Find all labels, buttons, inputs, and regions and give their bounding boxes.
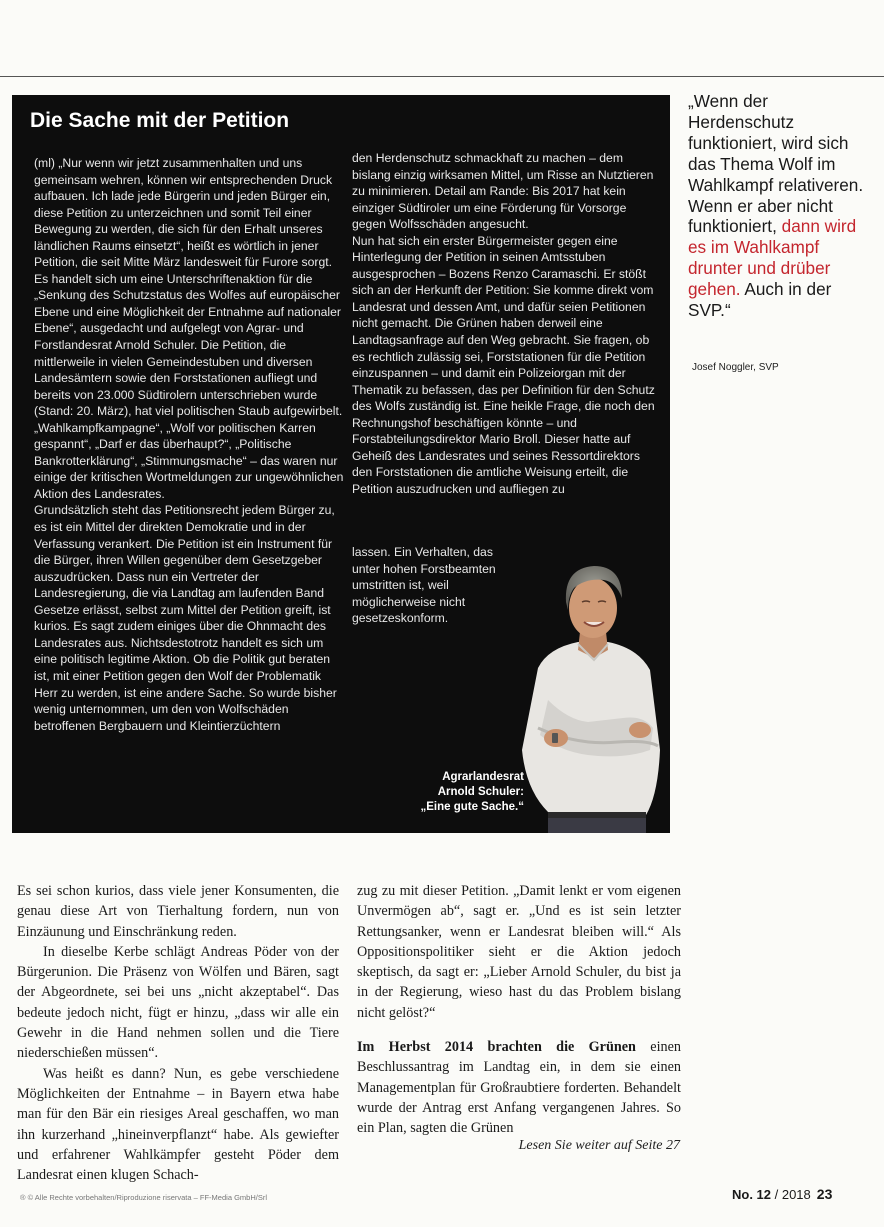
sidebar-paragraph: (ml) „Nur wenn wir jetzt zusammenhalten und uns gemeinsam wehren, können wir entsprechenden Druck aufbauen. Ich lade jede Bürgerin und jeden Bürger ein, diese Petition zu unterzeichnen und somit Teil einer Bewegung zu werden, die sich für den Erhalt unseres ländlichen Raums einsetzt“, heißt es wörtlich in jener Petition, die seit Mitte März landesweit für Furore sorgt. Es handelt sich um eine Unterschriftenaktion für die „Senkung des Schutzstatus des Wolfes auf europäischer Ebene und eine Möglichkeit der Entnahme auf nationaler Ebene“, ausgedacht und aufgelegt von Agrar- und Forstlandesrat Arnold Schuler. Die Petition, die mittlerweile in vielen Gemeindestuben und diversen Landesämtern sowie den Forststationen aufliegt und bereits von 23.000 Südtirolern unterschrieben wurde (Stand: 20. März), hat viel politischen Staub aufgewirbelt. „Wahlkampfkampagne“, „Wolf vor politischen Karren gespannt“, „Darf er das überhaupt?“, „Politische Bankrotterklärung“, „Stimmungsmache“ – das waren nur einige der kritischen Wortmeldungen zur ungewöhnlichen Aktion des Landesrates. (34, 156, 344, 501)
petition-sidebar-box (12, 95, 670, 833)
quote-text: Auch in der SVP.“ (688, 279, 832, 321)
page-folio (732, 1186, 832, 1202)
issue-year: / 2018 (771, 1187, 811, 1202)
article-paragraph: Es sei schon kurios, dass viele jener Konsumenten, die genau diese Art von Tierhaltung fordern, nun von Einzäunung und Einschränkung reden. (17, 883, 339, 940)
sidebar-paragraph: Grundsätzlich steht das Petitionsrecht jedem Bürger zu, es ist ein Mittel der direkten Demokratie und in der Verfassung verankert. Die Petition ist ein Instrument für die Bürger, ihren Willen gegenüber dem Gesetzgeber auszudrücken. Dass nun ein Vertreter der Landesregierung, die via Landtag am laufenden Band Gesetze erlässt, selbst zum Mittel der Petition greift, ist kurios. Es sagt zudem einiges über die Ohnmacht des Landesrates aus. Nichtsdestotrotz handelt es sich um eine politisch legitime Aktion. Ob die Politik gut beraten ist, mit einer Petition gegen den Wolf der Problematik Herr zu werden, ist eine andere Sache. So wurde bisher wenig unternommen, um den von Wolfschäden betroffenen Bergbauern und Kleintierzüchtern (34, 503, 337, 733)
continued-notice: Lesen Sie weiter auf Seite 27 (518, 1138, 680, 1153)
photo-caption (408, 770, 524, 815)
sidebar-title: Die Sache mit der Petition (30, 109, 290, 132)
article-column-left (17, 881, 339, 1185)
paragraph-lead-in: Im Herbst 2014 brachten die Grünen (357, 1039, 636, 1056)
page-number: 23 (816, 1186, 833, 1202)
article-paragraph (357, 1037, 681, 1138)
issue-number: No. 12 (732, 1187, 772, 1202)
sidebar-paragraph: den Herdenschutz schmackhaft zu machen – dem bislang einzig wirksamen Mittel, um Risse an Nutztieren zu minimieren. Detail am Rande: Bis 2017 hat kein einziger Südtiroler um eine Förderung für Vorsorge gegen Wolfsschäden angesucht. (352, 151, 654, 232)
quote-text: „Wenn der Herdenschutz funktioniert, wird sich das Thema Wolf im Wahlkampf relativeren. Wenn er aber nicht funktioniert, (688, 91, 864, 237)
caption-line: Arnold Schuler: (437, 786, 524, 798)
article-column-right (357, 881, 681, 1139)
sidebar-column-2-end (352, 544, 522, 627)
portrait-photo (508, 550, 670, 833)
sidebar-column-1 (34, 155, 346, 734)
paragraph-text: einen Beschlussantrag im Landtag ein, in dem sie einen Managementplan für Großraubtiere forderten. Behandelt wurde der Antrag erst Anfang vergangenen Jahres. So ein Plan, sagten die Grünen (357, 1039, 681, 1137)
caption-line: Agrarlandesrat (442, 771, 524, 783)
quote-author: Josef Noggler, SVP (692, 362, 779, 373)
caption-line: „Eine gute Sache.“ (420, 801, 524, 813)
article-paragraph: zug zu mit dieser Petition. „Damit lenkt er vom eigenen Unvermögen ab“, sagt er. „Und es ist sein letzter Rettungsanker, wenn er Landesrat bleiben will.“ Als Oppositionspolitiker sieht er die Aktion jedoch skeptisch, da sagt er: „Lieber Arnold Schuler, du bist ja in der Regierung, wieso hast du das Problem bislang nicht gelöst?“ (357, 883, 681, 1021)
pull-quote (688, 91, 878, 321)
header-rule (0, 76, 884, 77)
sidebar-paragraph: lassen. Ein Verhalten, das unter hohen Forstbeamten umstritten ist, weil möglicherweise nicht gesetzeskonform. (352, 545, 496, 626)
article-paragraph: In dieselbe Kerbe schlägt Andreas Pöder von der Bürgerunion. Die Präsenz von Wölfen und Bären, sagt der Abgeordnete, sei bei uns „nicht akzeptabel“. Das bedeute jedoch nicht, fügt er hinzu, „dass wir alle ein Gewehr in die Hand nehmen sollen und die Tiere niederschießen müssen“. (17, 943, 339, 1062)
sidebar-paragraph: Nun hat sich ein erster Bürgermeister gegen eine Hinterlegung der Petition in seinen Amtsstuben ausgesprochen – Bozens Renzo Caramaschi. Er stößt sich an der Herkunft der Petition: Sie komme direkt vom Landesrat und dessen Amt, und dafür seien Petitionen nicht gemacht. Die Grünen haben derweil eine Landtagsanfrage auf den Weg gebracht. Sie fragen, ob es rechtlich zulässig sei, Forststationen für die Petition einzuspannen – und damit ein Polizeiorgan mit der Thematik zu befassen, das per Definition für den Schutz des Wolfs zuständig ist. Eine heikle Frage, die noch den Rechnungshof beschäftigen könnte – und Forstabteilungsdirektor Mario Broll. Dieser hatte auf Geheiß des Landesrates und seines Ressortdirektors den Forststationen die amtliche Weisung erteilt, die Petition auszudrucken und aufliegen zu (352, 233, 655, 496)
sidebar-column-2 (352, 150, 657, 497)
quote-highlight: dann wird es im Wahlkampf drunter und drüber gehen. (688, 216, 857, 300)
copyright-notice: ® © Alle Rechte vorbehalten/Riproduzione riservata – FF-Media GmbH/Srl (20, 1193, 267, 1202)
article-paragraph: Was heißt es dann? Nun, es gebe verschiedene Möglichkeiten der Entnahme – in Bayern etwa habe man für den Bär ein riesiges Areal geschaffen, wo man ihn kurzerhand „hineinverpflanzt“ habe. Als gewiefter und erfahrener Wahlkämpfer gesteht Pöder dem Landesrat einen klugen Schach- (17, 1065, 339, 1184)
